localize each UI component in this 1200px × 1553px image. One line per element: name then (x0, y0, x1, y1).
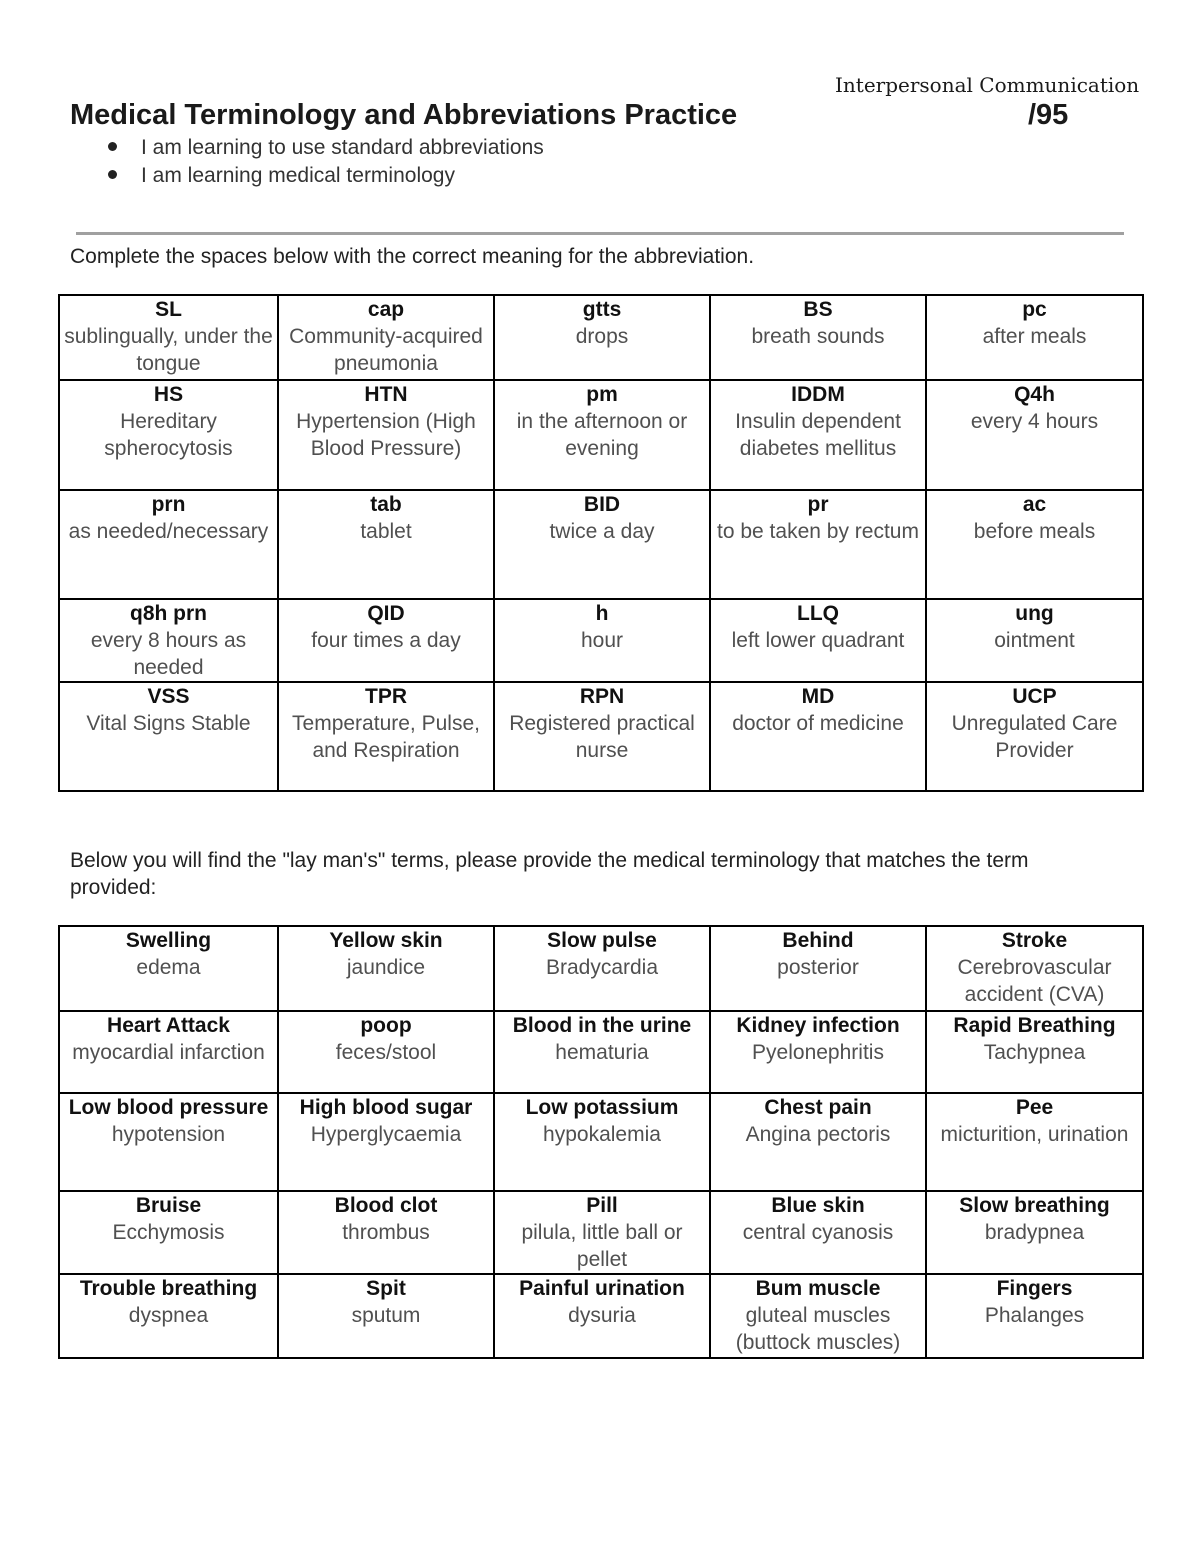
lay-term: Pill (586, 1194, 618, 1217)
learning-goal (108, 134, 544, 162)
terminology-cell (926, 1093, 1143, 1191)
medical-term[interactable]: edema (136, 956, 201, 979)
terminology-cell (710, 926, 926, 1011)
terminology-cell (926, 1011, 1143, 1093)
abbreviation-cell (278, 295, 494, 380)
lay-term: Pee (1015, 1096, 1054, 1119)
abbreviation-meaning[interactable]: every 8 hours as needed (90, 629, 247, 679)
table-row (59, 490, 1143, 599)
abbreviation-cell (59, 599, 278, 682)
abbreviation-cell (926, 599, 1143, 682)
abbreviation-meaning[interactable]: Community-acquired pneumonia (289, 325, 483, 375)
medical-term[interactable]: thrombus (342, 1221, 430, 1244)
abbreviation-meaning[interactable]: Unregulated Care Provider (951, 712, 1118, 762)
terminology-cell (59, 1274, 278, 1358)
medical-term[interactable]: Hyperglycaemia (310, 1123, 462, 1146)
medical-term[interactable]: bradypnea (984, 1221, 1085, 1244)
medical-term[interactable]: Pyelonephritis (752, 1041, 884, 1064)
abbreviation-cell (59, 490, 278, 599)
lay-term: Swelling (125, 929, 212, 952)
abbreviation-meaning[interactable]: four times a day (311, 629, 461, 652)
abbreviation-cell (710, 490, 926, 599)
abbreviation-cell (59, 380, 278, 490)
abbreviation-term: BS (803, 298, 833, 321)
abbreviation-term: h (595, 602, 609, 625)
abbreviation-term: gtts (582, 298, 622, 321)
terminology-table (58, 925, 1144, 1359)
abbreviation-term: MD (801, 685, 835, 708)
abbreviation-meaning[interactable]: Registered practical nurse (509, 712, 695, 762)
terminology-cell (278, 1191, 494, 1274)
terminology-cell (710, 1093, 926, 1191)
abbreviation-meaning[interactable]: twice a day (549, 520, 655, 543)
abbreviation-term: ung (1015, 602, 1054, 625)
learning-goal-text: I am learning medical terminology (141, 164, 455, 187)
abbreviation-term: IDDM (791, 383, 845, 406)
lay-term: Trouble breathing (79, 1277, 258, 1300)
abbreviation-meaning[interactable]: breath sounds (751, 325, 885, 348)
terminology-cell (59, 926, 278, 1011)
learning-goal-text: I am learning to use standard abbreviations (141, 136, 544, 159)
score-total: /95 (1028, 99, 1069, 131)
abbreviation-cell (278, 682, 494, 791)
abbreviation-cell (59, 682, 278, 791)
terminology-cell (710, 1011, 926, 1093)
medical-term[interactable]: Tachypnea (983, 1041, 1086, 1064)
table-row (59, 1093, 1143, 1191)
abbreviation-cell (926, 682, 1143, 791)
abbreviation-meaning[interactable]: Insulin dependent diabetes mellitus (735, 410, 901, 460)
abbreviation-cell (926, 490, 1143, 599)
medical-term[interactable]: Bradycardia (545, 956, 659, 979)
lay-term: Yellow skin (329, 929, 443, 952)
terminology-instruction: Below you will find the "lay man's" terms, please provide the medical terminology that matches the term provided: (70, 849, 1029, 899)
abbreviation-term: HS (153, 383, 184, 406)
lay-term: Heart Attack (107, 1014, 230, 1037)
medical-term[interactable]: dysuria (568, 1304, 636, 1327)
terminology-cell (278, 1274, 494, 1358)
abbreviation-term: Q4h (1014, 383, 1055, 406)
lay-term: poop (360, 1014, 412, 1037)
abbreviation-meaning[interactable]: Hereditary spherocytosis (104, 410, 233, 460)
lay-term: Blood in the urine (512, 1014, 692, 1037)
abbreviation-term: BID (583, 493, 621, 516)
table-row (59, 599, 1143, 682)
terminology-cell (278, 1011, 494, 1093)
medical-term[interactable]: posterior (777, 956, 859, 979)
abbreviation-term: ac (1022, 493, 1047, 516)
abbreviation-cell (494, 599, 710, 682)
abbreviation-cell (710, 599, 926, 682)
medical-term[interactable]: gluteal muscles (buttock muscles) (735, 1304, 901, 1354)
terminology-cell (926, 926, 1143, 1011)
medical-term[interactable]: central cyanosis (742, 1221, 894, 1244)
abbreviation-cell (926, 380, 1143, 490)
abbreviation-cell (494, 682, 710, 791)
abbreviation-cell (278, 490, 494, 599)
abbreviation-term: prn (151, 493, 186, 516)
terminology-cell (494, 1274, 710, 1358)
abbreviation-cell (926, 295, 1143, 380)
abbreviation-meaning[interactable]: hour (580, 629, 624, 652)
terminology-cell (926, 1274, 1143, 1358)
abbreviation-cell (494, 380, 710, 490)
terminology-cell (710, 1191, 926, 1274)
abbreviation-cell (710, 380, 926, 490)
abbreviation-term: HTN (364, 383, 408, 406)
abbreviation-meaning[interactable]: Temperature, Pulse, and Respiration (292, 712, 480, 762)
medical-term[interactable]: myocardial infarction (72, 1041, 265, 1064)
medical-term[interactable]: feces/stool (335, 1041, 437, 1064)
medical-term[interactable]: pilula, little ball or pellet (521, 1221, 683, 1271)
medical-term[interactable]: Cerebrovascular accident (CVA) (957, 956, 1112, 1006)
course-name: Interpersonal Communication (835, 73, 1140, 97)
medical-term[interactable]: Angina pectoris (745, 1123, 891, 1146)
lay-term: Spit (366, 1277, 406, 1300)
lay-term: Painful urination (519, 1277, 685, 1300)
lay-term: Chest pain (764, 1096, 872, 1119)
lay-term: Blue skin (771, 1194, 865, 1217)
medical-term[interactable]: Ecchymosis (112, 1221, 225, 1244)
lay-term: Behind (782, 929, 854, 952)
abbreviation-meaning[interactable]: to be taken by rectum (717, 520, 919, 543)
abbreviation-meaning[interactable]: doctor of medicine (732, 712, 904, 735)
abbreviation-term: RPN (579, 685, 625, 708)
table-row (59, 295, 1143, 380)
abbreviation-meaning[interactable]: before meals (973, 520, 1096, 543)
abbreviation-cell (710, 295, 926, 380)
table-row (59, 682, 1143, 791)
abbreviation-term: pr (807, 493, 829, 516)
abbreviation-term: UCP (1012, 685, 1057, 708)
terminology-cell (710, 1274, 926, 1358)
page-title: Medical Terminology and Abbreviations Practice (70, 99, 738, 131)
terminology-cell (59, 1191, 278, 1274)
horizontal-divider (76, 232, 1124, 235)
abbreviation-term: pc (1022, 298, 1047, 321)
terminology-cell (926, 1191, 1143, 1274)
abbreviation-cell (494, 490, 710, 599)
learning-goal (108, 162, 544, 190)
abbreviation-term: tab (370, 493, 402, 516)
abbreviation-term: QID (367, 602, 405, 625)
abbreviation-cell (278, 599, 494, 682)
lay-term: Fingers (996, 1277, 1073, 1300)
abbreviation-meaning[interactable]: drops (575, 325, 629, 348)
medical-term[interactable]: hematuria (555, 1041, 649, 1064)
lay-term: High blood sugar (299, 1096, 473, 1119)
abbreviation-meaning[interactable]: after meals (982, 325, 1087, 348)
abbreviation-meaning[interactable]: tablet (360, 520, 412, 543)
table-row (59, 926, 1143, 1011)
abbreviation-cell (710, 682, 926, 791)
abbreviation-term: q8h prn (130, 602, 207, 625)
lay-term: Low potassium (525, 1096, 679, 1119)
medical-term[interactable]: Phalanges (984, 1304, 1085, 1327)
medical-term[interactable]: hypokalemia (543, 1123, 661, 1146)
abbreviation-meaning[interactable]: Hypertension (High Blood Pressure) (296, 410, 476, 460)
terminology-cell (494, 1011, 710, 1093)
terminology-cell (278, 1093, 494, 1191)
abbreviation-cell (494, 295, 710, 380)
terminology-cell (278, 926, 494, 1011)
table-row (59, 1274, 1143, 1358)
terminology-cell (59, 1093, 278, 1191)
abbreviation-term: pm (586, 383, 618, 406)
abbreviation-term: TPR (365, 685, 407, 708)
medical-term[interactable]: dyspnea (128, 1304, 209, 1327)
terminology-cell (494, 1191, 710, 1274)
abbreviation-meaning[interactable]: as needed/necessary (68, 520, 269, 543)
medical-term[interactable]: sputum (351, 1304, 421, 1327)
abbreviations-instruction: Complete the spaces below with the correct meaning for the abbreviation. (70, 245, 755, 268)
abbreviation-meaning[interactable]: Vital Signs Stable (86, 712, 251, 735)
abbreviation-term: LLQ (797, 602, 839, 625)
table-row (59, 1191, 1143, 1274)
abbreviation-term: cap (367, 298, 405, 321)
abbreviation-meaning[interactable]: left lower quadrant (731, 629, 905, 652)
bullet-icon (108, 170, 117, 179)
abbreviations-table (58, 294, 1144, 792)
terminology-cell (494, 1093, 710, 1191)
lay-term: Bruise (135, 1194, 202, 1217)
medical-term[interactable]: hypotension (111, 1123, 226, 1146)
abbreviation-cell (59, 295, 278, 380)
terminology-cell (59, 1011, 278, 1093)
bullet-icon (108, 142, 117, 151)
lay-term: Slow pulse (547, 929, 657, 952)
lay-term: Kidney infection (736, 1014, 900, 1037)
abbreviation-meaning[interactable]: in the afternoon or evening (516, 410, 688, 460)
lay-term: Bum muscle (755, 1277, 881, 1300)
table-row (59, 380, 1143, 490)
table-row (59, 1011, 1143, 1093)
lay-term: Low blood pressure (68, 1096, 269, 1119)
learning-goals-list (108, 134, 544, 190)
lay-term: Stroke (1001, 929, 1068, 952)
abbreviation-meaning[interactable]: every 4 hours (970, 410, 1099, 433)
terminology-cell (494, 926, 710, 1011)
medical-term[interactable]: micturition, urination (940, 1123, 1129, 1146)
lay-term: Blood clot (334, 1194, 438, 1217)
abbreviation-term: SL (155, 298, 182, 321)
abbreviation-term: VSS (147, 685, 190, 708)
abbreviation-meaning[interactable]: sublingually, under the tongue (64, 325, 273, 375)
medical-term[interactable]: jaundice (346, 956, 426, 979)
abbreviation-meaning[interactable]: ointment (994, 629, 1075, 652)
abbreviation-cell (278, 380, 494, 490)
lay-term: Slow breathing (959, 1194, 1110, 1217)
lay-term: Rapid Breathing (953, 1014, 1116, 1037)
